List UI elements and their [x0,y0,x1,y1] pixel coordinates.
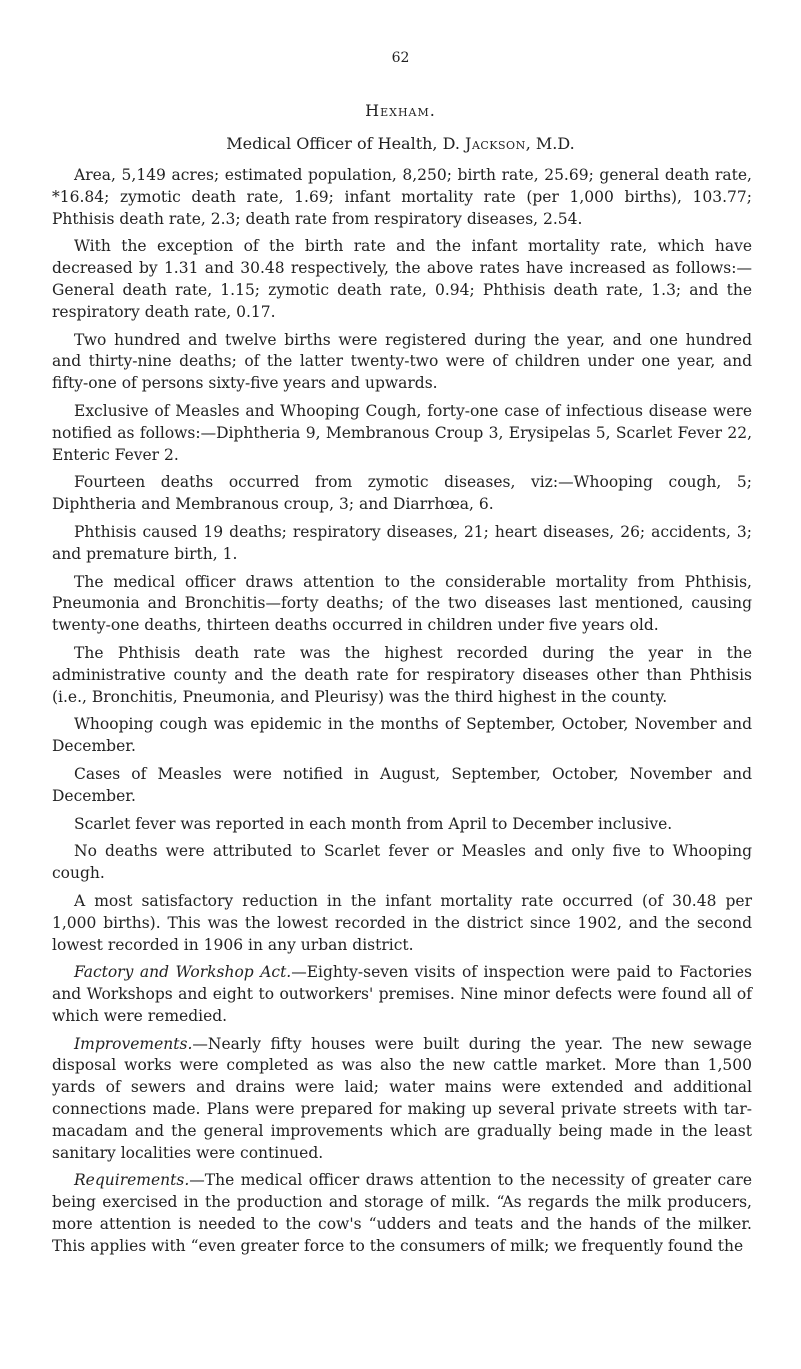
paragraph-lead: Improvements. [74,1034,193,1053]
paragraph: The Phthisis death rate was the highest recorded during the year in the administrative county and the death rate for respiratory diseases other than Phthisis (i.e., Bronchitis, Pneumonia, and Pleurisy) was the third highest in the county. [52,643,752,706]
paragraph: Two hundred and twelve births were registered during the year, and one hundred and thirty-nine deaths; of the latter twenty-two were of children under one year, and fifty-one of persons sixty-five years and upwards. [52,330,752,393]
paragraph: With the exception of the birth rate and the infant mortality rate, which have decreased by 1.31 and 30.48 respectively, the above rates have increased as follows:—General death rate, 1.15; zymotic death rate, 0.94; Phthisis death rate, 1.3; and the respiratory death rate, 0.17. [52,237,752,321]
page-number: 62 [391,50,410,66]
report-body [52,165,752,1264]
paragraph: No deaths were attributed to Scarlet fever or Measles and only five to Whooping cough. [52,842,752,883]
officer-line [0,134,801,153]
paragraph: The medical officer draws attention to the considerable mortality from Phthisis, Pneumonia and Bronchitis—forty deaths; of the two diseases last mentioned, causing twenty-one deaths, thirteen deaths occurred in children under five years old. [52,572,752,635]
paragraph-lead: Factory and Workshop Act. [74,963,292,982]
paragraph: Fourteen deaths occurred from zymotic diseases, viz:—Whooping cough, 5; Diphtheria and Membranous croup, 3; and Diarrhœa, 6. [52,473,752,514]
paragraph-factory-act: Factory and Workshop Act.—Eighty-seven visits of inspection were paid to Factories and Workshops and eight to outworkers' premises. Nine minor defects were found all of which were remedied. [52,963,753,1025]
paragraph: Phthisis caused 19 deaths; respiratory diseases, 21; heart diseases, 26; accidents, 3; and premature birth, 1. [52,522,752,563]
officer-suffix: , M.D. [525,134,575,153]
paragraph-lead: Requirements. [74,1171,190,1190]
paragraph: Area, 5,149 acres; estimated population, 8,250; birth rate, 25.69; general death rate, *16.84; zymotic death rate, 1.69; infant mortality rate (per 1,000 births), 103.77; Phthisis death rate, 2.3; death rate from respiratory diseases, 2.54. [52,166,752,228]
officer-name: Jackson [465,134,526,153]
paragraph: Scarlet fever was reported in each month from April to December inclusive. [74,814,673,833]
section-heading: Hexham. [365,101,436,120]
paragraph-improvements: Improvements.—Nearly fifty houses were built during the year. The new sewage disposal works were completed as was also the new cattle market. More than 1,500 yards of sewers and drains were laid; water mains were extended and additional connections made. Plans were prepared for making up several private streets with tar-macadam and the general improvements which are gradually being made in the least sanitary localities were continued. [52,1034,752,1162]
paragraph: Exclusive of Measles and Whooping Cough, forty-one case of infectious disease were notified as follows:—Diphtheria 9, Membranous Croup 3, Erysipelas 5, Scarlet Fever 22, Enteric Fever 2. [52,401,752,464]
paragraph-requirements: Requirements.—The medical officer draws attention to the necessity of greater care being exercised in the production and storage of milk. “As regards the milk producers, more attention is needed to the cow's “udders and teats and the hands of the milker. This applies with “even greater force to the consumers of milk; we frequently found the [52,1171,752,1255]
officer-prefix: Medical Officer of Health, D. [226,134,466,153]
paragraph: Cases of Measles were notified in August, September, October, November and December. [52,764,752,805]
paragraph: A most satisfactory reduction in the infant mortality rate occurred (of 30.48 per 1,000 births). This was the lowest recorded in the district since 1902, and the second lowest recorded in 1906 in any urban district. [52,891,752,954]
paragraph: Whooping cough was epidemic in the months of September, October, November and December. [52,715,752,756]
